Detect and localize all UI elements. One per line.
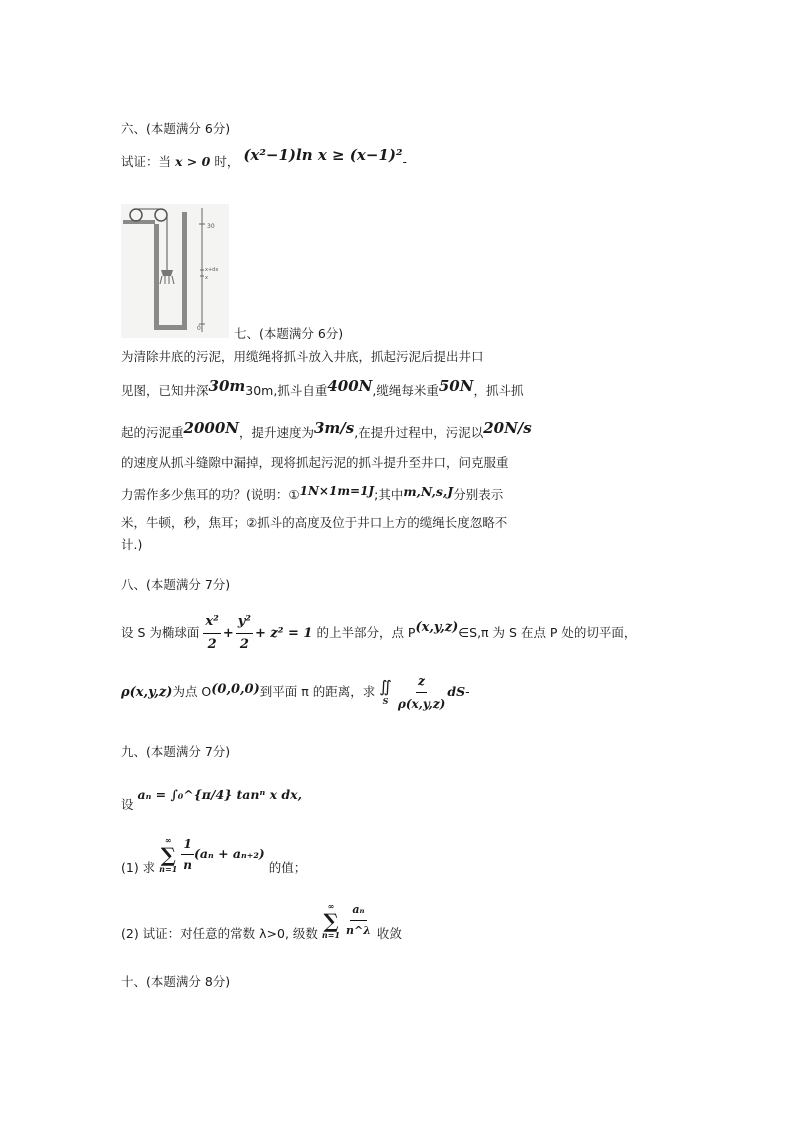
q9-sum1: ∞ ∑ n=1 bbox=[159, 834, 178, 874]
q9-sum1-bot: n=1 bbox=[159, 863, 178, 874]
q7-line6: 米，牛顿，秒，焦耳；②抓斗的高度及位于井口上方的缆绳长度忽略不 bbox=[121, 515, 508, 530]
q8-tail: - bbox=[465, 684, 470, 699]
q8-int-den: ρ(x,y,z) bbox=[397, 697, 446, 711]
q7-units: m,N,s,J bbox=[403, 484, 454, 499]
q9-heading: 九、(本题满分 7分) bbox=[121, 744, 231, 759]
q7-line2-a: 见图，已知井深 bbox=[121, 383, 209, 398]
q8-rho: ρ(x,y,z) bbox=[121, 685, 173, 700]
q9-def-line bbox=[121, 778, 302, 812]
q8-integral-symbol: ∬ bbox=[379, 676, 392, 696]
q8-line2 bbox=[121, 670, 470, 715]
well-diagram bbox=[121, 204, 229, 338]
x-label: x bbox=[205, 275, 208, 281]
q7-line2 bbox=[121, 377, 524, 399]
q8-mid3: 为点 O bbox=[172, 684, 212, 699]
q8-ellipsoid bbox=[203, 611, 312, 656]
q7-heading: 七、(本题满分 6分) bbox=[234, 326, 344, 341]
q8-rest: + z² = 1 bbox=[254, 625, 313, 641]
q7-mud: 2000N bbox=[183, 419, 239, 437]
q8-int-num: z bbox=[416, 670, 427, 693]
zero-label: 0 bbox=[197, 325, 201, 332]
q8-frac1-den: 2 bbox=[207, 637, 217, 652]
q8-line1 bbox=[121, 610, 636, 656]
q7-line3 bbox=[121, 419, 532, 441]
q8-mid4: 到平面 π 的距离，求 bbox=[259, 684, 376, 699]
q7-rope: 50N bbox=[438, 377, 474, 395]
q9-sum2-den: n^λ bbox=[346, 924, 371, 937]
q6-condition: x > 0 bbox=[175, 154, 211, 169]
q7-line2-c: ,缆绳每米重 bbox=[372, 383, 439, 398]
q9-sum1-num: 1 bbox=[181, 834, 193, 855]
q7-weight: 400N bbox=[327, 377, 373, 395]
q8-heading: 八、(本题满分 7分) bbox=[121, 577, 231, 592]
q7-speed: 3m/s bbox=[314, 419, 355, 437]
q7-line2-b: 30m,抓斗自重 bbox=[245, 383, 328, 398]
grab-bucket-icon bbox=[161, 270, 173, 276]
q8-integral bbox=[379, 676, 392, 707]
q9-part1-a: (1) 求 bbox=[121, 860, 156, 875]
q9-sum1-top: ∞ bbox=[164, 834, 172, 845]
q8-plus: + bbox=[222, 625, 234, 641]
xdx-label: x+dx bbox=[205, 267, 219, 273]
q6-inequality: (x²−1)ln x ≥ (x−1)² bbox=[243, 146, 403, 164]
q7-line3-b: ，提升速度为 bbox=[238, 425, 314, 440]
q9-part1-b: 的值； bbox=[268, 860, 307, 875]
q9-sum1-den: n bbox=[183, 858, 192, 872]
q7-line4: 的速度从抓斗缝隙中漏掉，现将抓起污泥的抓斗提升至井口，问克服重 bbox=[121, 455, 509, 470]
q6-tail: - bbox=[402, 154, 408, 169]
q7-line2-d: ，抓斗抓 bbox=[473, 383, 524, 398]
q9-part2-b: 收敛 bbox=[376, 926, 402, 941]
q7-line1: 为清除井底的污泥，用缆绳将抓斗放入井底，抓起污泥后提出井口 bbox=[121, 349, 484, 364]
q8-point: (x,y,z) bbox=[415, 620, 459, 635]
q9-part1 bbox=[121, 834, 306, 875]
q10-heading: 十、(本题满分 8分) bbox=[121, 974, 231, 989]
q6-mid: 时， bbox=[214, 154, 240, 169]
q7-line5-b: ;其中 bbox=[374, 487, 404, 502]
q8-integral-sub: S bbox=[382, 695, 389, 706]
depth-label: 30 bbox=[207, 223, 215, 230]
q9-prefix: 设 bbox=[121, 797, 134, 812]
q6-heading: 六、(本题满分 6分) bbox=[121, 121, 231, 136]
q9-definition: aₙ = ∫₀^{π/4} tanⁿ x dx, bbox=[137, 787, 302, 802]
q9-sum2-num: aₙ bbox=[350, 900, 366, 921]
q8-mid1: 的上半部分，点 P bbox=[316, 625, 416, 640]
q7-leak: 20N/s bbox=[483, 419, 532, 437]
q7-line5 bbox=[121, 484, 504, 503]
q9-sum2: ∞ ∑ n=1 bbox=[321, 900, 341, 940]
q8-origin: (0,0,0) bbox=[211, 682, 260, 697]
q7-line3-c: ,在提升过程中，污泥以 bbox=[354, 425, 484, 440]
q8-mid2: ∈S,π 为 S 在点 P 处的切平面， bbox=[458, 625, 637, 640]
q8-frac1-num: x² bbox=[203, 611, 220, 634]
q7-line5-c: 分别表示 bbox=[453, 487, 504, 502]
q8-frac2-num: y² bbox=[236, 611, 253, 634]
q7-line5-a: 力需作多少焦耳的功？(说明：① bbox=[121, 487, 300, 502]
q7-line7: 计.) bbox=[121, 537, 143, 552]
q7-unit-eq: 1N×1m=1J bbox=[299, 484, 375, 498]
q9-sum2-bot: n=1 bbox=[321, 929, 341, 940]
q7-line3-a: 起的污泥重 bbox=[121, 425, 184, 440]
q7-depth: 30m bbox=[208, 377, 246, 395]
q8-integrand bbox=[396, 670, 447, 715]
q8-frac2-den: 2 bbox=[239, 637, 249, 652]
q9-sum1-body: (aₙ + aₙ₊₂) bbox=[193, 846, 265, 861]
q6-statement bbox=[121, 146, 408, 170]
well-figure bbox=[121, 204, 229, 338]
q9-part2 bbox=[121, 900, 402, 941]
q8-prefix: 设 S 为椭球面 bbox=[121, 625, 200, 640]
q6-prefix: 试证：当 bbox=[121, 154, 172, 169]
q9-sum2-top: ∞ bbox=[327, 900, 335, 911]
q8-int-tail: dS bbox=[447, 684, 466, 699]
q9-part2-a: (2) 试证：对任意的常数 λ>0, 级数 bbox=[121, 926, 318, 941]
